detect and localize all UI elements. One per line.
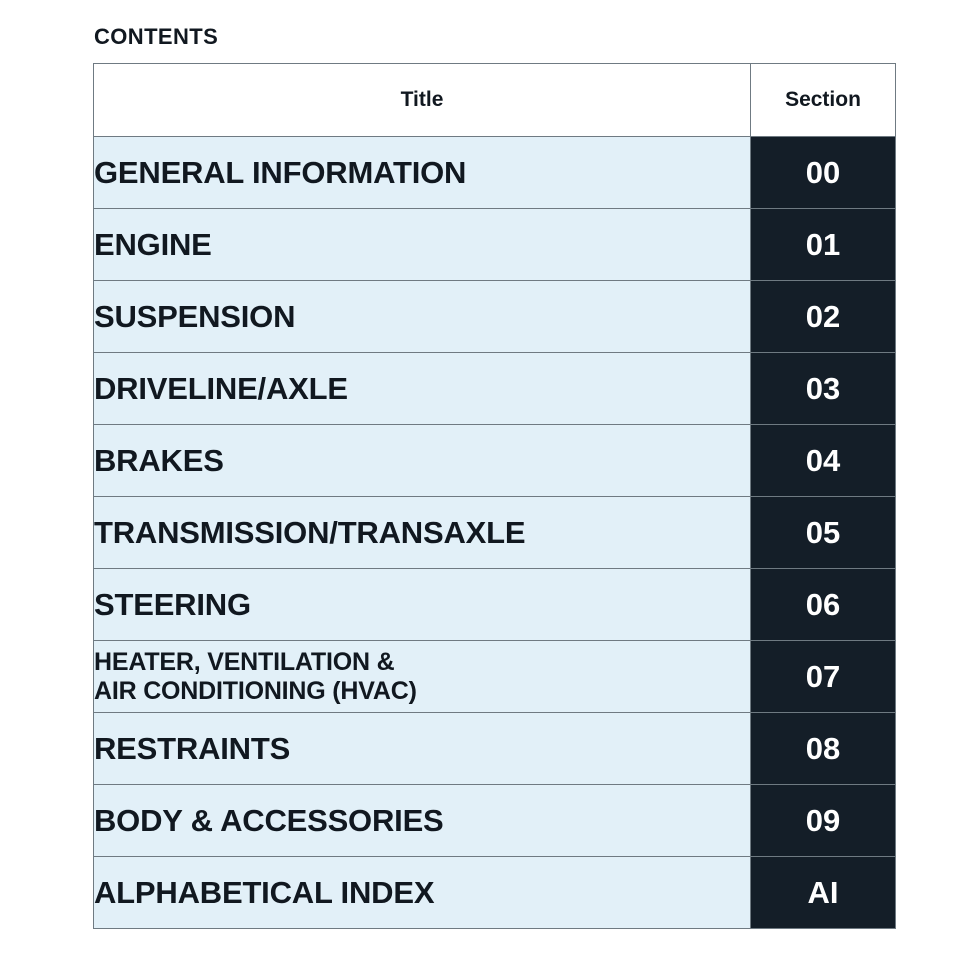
row-section-code: 04 (751, 425, 896, 497)
table-of-contents (93, 63, 896, 929)
row-title: STEERING (94, 569, 751, 641)
row-title: TRANSMISSION/TRANSAXLE (94, 497, 751, 569)
table-row[interactable] (94, 497, 896, 569)
row-section-code: 01 (751, 209, 896, 281)
table-body (94, 137, 896, 929)
row-section-code: 06 (751, 569, 896, 641)
row-title: ENGINE (94, 209, 751, 281)
row-section-code: 00 (751, 137, 896, 209)
row-title (94, 641, 751, 713)
table-row[interactable] (94, 137, 896, 209)
row-title: BODY & ACCESSORIES (94, 785, 751, 857)
row-section-code: 09 (751, 785, 896, 857)
column-header-title: Title (94, 64, 751, 137)
table-header-row (94, 64, 896, 137)
table-header (94, 64, 896, 137)
row-title-line: AIR CONDITIONING (HVAC) (94, 676, 417, 705)
page-title: CONTENTS (94, 24, 219, 49)
row-title-line: HEATER, VENTILATION & (94, 648, 395, 676)
row-section-code: 07 (751, 641, 896, 713)
row-title: BRAKES (94, 425, 751, 497)
table-row[interactable] (94, 569, 896, 641)
table-row[interactable] (94, 785, 896, 857)
row-section-code: 08 (751, 713, 896, 785)
row-section-code: AI (751, 857, 896, 929)
table-row[interactable] (94, 281, 896, 353)
table-row[interactable] (94, 857, 896, 929)
row-title: RESTRAINTS (94, 713, 751, 785)
table-row[interactable] (94, 353, 896, 425)
row-section-code: 02 (751, 281, 896, 353)
table-row[interactable] (94, 713, 896, 785)
row-section-code: 05 (751, 497, 896, 569)
table-row[interactable] (94, 209, 896, 281)
column-header-section: Section (751, 64, 896, 137)
row-title: DRIVELINE/AXLE (94, 353, 751, 425)
row-title: ALPHABETICAL INDEX (94, 857, 751, 929)
table-row[interactable] (94, 425, 896, 497)
row-title: GENERAL INFORMATION (94, 137, 751, 209)
row-title: SUSPENSION (94, 281, 751, 353)
row-section-code: 03 (751, 353, 896, 425)
table-row[interactable] (94, 641, 896, 713)
